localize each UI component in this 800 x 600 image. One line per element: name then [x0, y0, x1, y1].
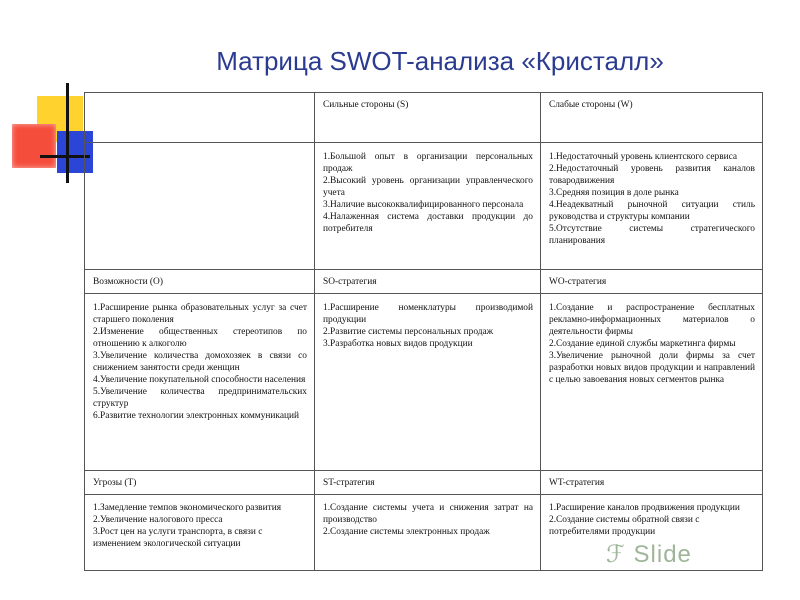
decor-horizontal-line [40, 155, 90, 158]
table-row [85, 270, 763, 294]
opportunities-label: Возможности (O) [85, 270, 315, 294]
wo-strategy-label: WO-стратегия [541, 270, 763, 294]
header-weaknesses: Слабые стороны (W) [541, 93, 763, 143]
opportunities-list: 1.Расширение рынка образовательных услуг за счет старшего поколения 2.Изменение общественных стереотипов по отношению к алкоголю 3.Увеличение количества домохозяек в связи со снижением занятости среди женщин 4.Увеличение покупательной способности населения 5.Увеличение количества предпринимательских структур 6.Развитие технологии электронных коммуникаций [85, 294, 315, 471]
st-strategy-label: ST-стратегия [315, 471, 541, 495]
strengths-list: 1.Большой опыт в организации персональных продаж 2.Высокий уровень организации управленческого учета 3.Наличие высококвалифицированного персонала 4.Налаженная система доставки продукции до потребителя [315, 143, 541, 270]
wt-strategy-label: WT-стратегия [541, 471, 763, 495]
so-strategy-label: SO-стратегия [315, 270, 541, 294]
header-strengths: Сильные стороны (S) [315, 93, 541, 143]
table-row [85, 143, 763, 270]
table-cell-empty [85, 143, 315, 270]
watermark-logo: ℱ Slide [606, 541, 692, 568]
table-row [85, 471, 763, 495]
table-cell-empty [85, 93, 315, 143]
threats-list: 1.Замедление темпов экономического развития 2.Увеличение налогового пресса 3.Рост цен на услуги транспорта, в связи с изменением экологической ситуации [85, 495, 315, 571]
wt-strategy-list: 1.Расширение каналов продвижения продукции 2.Создание системы обратной связи с потребителями продукции [541, 495, 763, 571]
decor-vertical-line [66, 83, 69, 183]
decor-red-square [12, 124, 56, 168]
swot-matrix-table [84, 92, 763, 571]
st-strategy-list: 1.Создание системы учета и снижения затрат на производство 2.Создание системы электронных продаж [315, 495, 541, 571]
so-strategy-list: 1.Расширение номенклатуры производимой продукции 2.Развитие системы персональных продаж 3.Разработка новых видов продукции [315, 294, 541, 471]
wo-strategy-list: 1.Создание и распространение бесплатных рекламно-информационных материалов о деятельности фирмы 2.Создание единой службы маркетинга фирмы 3.Увеличение рыночной доли фирмы за счет разработки новых видов продукции и направлений с целью завоевания новых сегментов рынка [541, 294, 763, 471]
weaknesses-list: 1.Недостаточный уровень клиентского сервиса 2.Недостаточный уровень развития каналов товародвижения 3.Средняя позиция в доле рынка 4.Неадекватный рыночной ситуации стиль руководства и структуры компании 5.Отсутствие системы стратегического планирования [541, 143, 763, 270]
threats-label: Угрозы (T) [85, 471, 315, 495]
table-row [85, 93, 763, 143]
page-title: Матрица SWOT-анализа «Кристалл» [216, 46, 664, 76]
table-row [85, 294, 763, 471]
